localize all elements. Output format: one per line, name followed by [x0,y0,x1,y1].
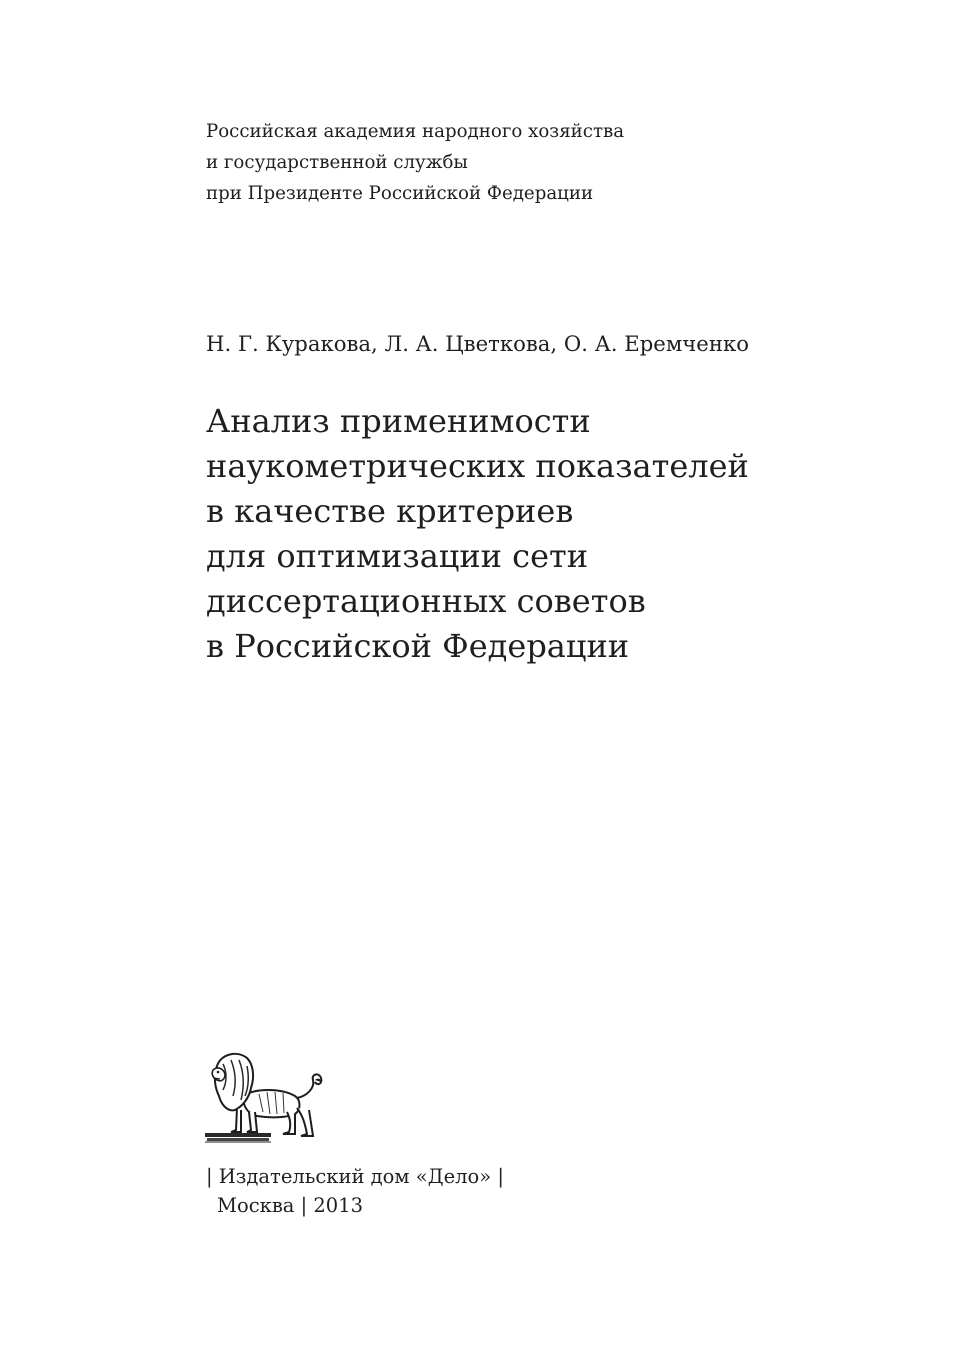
institution-line: и государственной службы [206,152,468,173]
lion-icon [203,1050,328,1146]
book-title [206,399,896,669]
book-title-line: для оптимизации сети [206,537,589,575]
book-title-line: наукометрических показателей [206,447,749,485]
institution-line: Российская академия народного хозяйства [206,121,625,142]
institution-line: при Президенте Российской Федерации [206,183,594,204]
book-title-line: в Российской Федерации [206,627,630,665]
authors: Н. Г. Куракова, Л. А. Цветкова, О. А. Еремченко [206,331,749,356]
book-title-line: в качестве критериев [206,492,574,530]
institution-block [206,116,826,209]
book-title-line: Анализ применимости [206,402,591,440]
publisher-block [206,1162,606,1220]
book-title-line: диссертационных советов [206,582,646,620]
publisher-city-year: Москва | 2013 [217,1194,364,1217]
publisher-name: | Издательский дом «Дело» | [206,1165,504,1188]
